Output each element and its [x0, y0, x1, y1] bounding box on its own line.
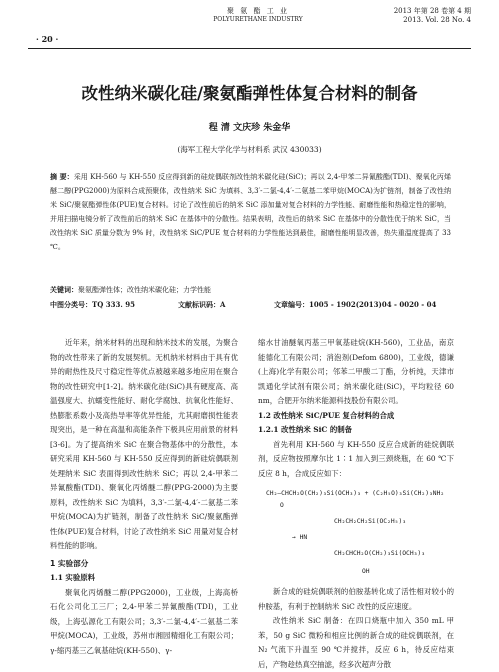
scheme-product-top: CH₂CH₂CH₂Si(OC₂H₅)₃: [334, 518, 407, 525]
subsection-heading-1-2: 1.2 改性纳米 SiC/PUE 复合材料的合成: [258, 410, 395, 420]
article-meta: [50, 298, 451, 311]
abstract-text: 采用 KH-560 与 KH-550 反应得到新的硅烷偶联剂改性纳米碳化硅(SiC)；再以 2,4-甲苯二异氰酸酯(TDI)、聚氧化丙烯醚二醇(PPG2000)为原料合成预聚体，改性纳米 SiC 为填料、3,3′-二氯-4,4′-二氨基二苯甲烷(MOCA)为扩链剂，制备了改性纳米 SiC/聚氨酯弹性体(PUE)复合材料。讨论了改性前后的纳米 SiC 添加量对复合材料的力学性能、耐磨性能和热稳定性的影响，并用扫描电镜分析了改性前后的纳米 SiC 在基体中的分散性。结果表明，改性后的纳米 SiC 在基体中的分散性优于纳米 SiC，当改性纳米 SiC 质量分数为 9% 时，改性纳米 SiC/PUE 复合材料的力学性能达到最佳，耐磨性能明显改善，热失重温度提高了 33 ℃。: [50, 173, 451, 251]
left-column: [50, 336, 238, 658]
right-column: [258, 336, 454, 672]
article-no-value: 1005 - 1902(2013)04 - 0020 - 04: [309, 300, 437, 309]
materials-paragraph-cont: 缩水甘油醚氧丙基三甲氧基硅烷(KH-560)，工业品，南京能德化工有限公司；消泡剂(Defom 6800)，工业级，德谦(上海)化学有限公司；邻苯二甲酸二丁酯，分析纯，天津市凯通化学试剂有限公司；纳米碳化硅(SiC)，平均粒径 60 nm，合肥开尔纳米能源科技股份有限公司。: [258, 338, 454, 405]
abstract: [50, 170, 451, 254]
abstract-label: 摘 要：: [50, 172, 74, 181]
clc-value: TQ 333. 95: [92, 300, 135, 309]
page-header: [28, 6, 471, 44]
scheme-epoxide-o: O: [280, 502, 284, 509]
doc-code-value: A: [220, 300, 226, 309]
section-heading-1: 1 实验部分: [50, 558, 89, 568]
issue-info-cn: 2013 年第 28 卷第 4 期: [393, 7, 471, 15]
subsection-heading-1-1: 1.1 实验原料: [50, 573, 95, 582]
page-number: · 20 ·: [36, 34, 59, 44]
keywords-text: 聚氨酯弹性体；改性纳米碳化硅；力学性能: [78, 286, 211, 294]
article-no-label: 文章编号：: [274, 300, 309, 309]
materials-paragraph: 聚氧化丙烯醚二醇(PPG2000)，工业级，上海高桥石化公司化工三厂；2,4-甲苯二异氰酸酯(TDI)，工业级，上海弘源化工有限公司；3,3′-二氯-4,4′-二氨基二苯甲烷(MOCA)，工业级，苏州市湘园精细化工有限公司；γ-缩丙基三乙氧基硅烷(KH-550)、γ-: [50, 587, 238, 655]
doc-code-label: 文献标识码：: [178, 300, 220, 309]
issue-info-en: 2013. Vol. 28 No. 4: [403, 16, 471, 24]
scheme-product-bottom: CH₂CHCH₂O(CH₂)₃Si(OCH₃)₃: [334, 550, 425, 557]
keywords: [50, 283, 451, 297]
scheme-product-hn: → HN: [292, 534, 308, 541]
scheme-hydroxyl: OH: [362, 568, 370, 575]
journal-name-cn: 聚 氨 酯 工 业: [227, 7, 289, 15]
subsection-heading-1-2-1: 1.2.1 改性纳米 SiC 的制备: [258, 425, 353, 434]
reaction-scheme: [262, 485, 454, 581]
header-rule: [28, 48, 471, 49]
clc-label: 中图分类号：: [50, 300, 92, 309]
journal-name-en: POLYURETHANE INDUSTRY: [213, 16, 303, 23]
article-authors: 程 清 文庆珍 朱金华: [208, 123, 291, 133]
keywords-label: 关键词：: [50, 285, 78, 294]
after-scheme-paragraph: 新合成的硅烷偶联剂的伯胺基转化成了活性相对较小的仲胺基，有利于控制纳米 SiC 改性的反应速度。: [258, 587, 454, 611]
modification-paragraph: 改性纳米 SiC 制备：在四口烧瓶中加入 350 mL 甲苯，50 g SiC 微粉和相应比例的新合成的硅烷偶联剂，在 N₂ 气流下升温至 90 ℃并搅拌，反应 6 h，待反应结束后，产物趁热真空抽滤，经多次超声分散: [258, 616, 454, 669]
scheme-reactants: CH₂—CHCH₂O(CH₂)₃Si(OCH₃)₃ + (C₂H₅O)₃Si(CH₂)₃NH₂: [266, 490, 445, 497]
preparation-paragraph: 首先利用 KH-560 与 KH-550 反应合成新的硅烷偶联剂，反应物按照摩尔比 1∶1 加入到三颈烧瓶，在 60 ℃下反应 8 h，合成反应如下：: [258, 439, 454, 478]
article-title: 改性纳米碳化硅/聚氨酯弹性体复合材料的制备: [81, 84, 418, 103]
intro-paragraph: 近年来，纳米材料的出现和纳米技术的发展，为聚合物的改性带来了新的发展契机。无机纳米材料由于具有优异的耐热性及尺寸稳定性等优点被越来越多地应用在聚合物的改性研究中[1-2]。纳米碳化硅(SiC)具有硬度高、高温强度大、抗蠕变性能好、耐化学腐蚀、抗氧化性能好、热膨胀系数小及高热导率等优异性能，尤其耐磨损性能表现突出，是一种在高温和高能条件下极具应用前景的材料[3-6]。为了提高纳米 SiC 在聚合物基体中的分散性，本研究采用 KH-560 与 KH-550 反应得到的新硅烷偶联剂处理纳米 SiC 表面得到改性纳米 SiC；再以 2,4-甲苯二异氰酸酯(TDI)、聚氧化丙烯醚二醇(PPG-2000)为主要原料，改性纳米 SiC 为填料，3,3′-二氯-4,4′-二氨基二苯甲烷(MOCA)为扩链剂，制备了改性纳米 SiC/聚氨酯弹性体(PUE)复合材料，讨论了改性纳米 SiC 用量对复合材料性能的影响。: [50, 338, 238, 550]
article-affiliation: (海军工程大学化学与材料系 武汉 430033): [177, 145, 322, 154]
